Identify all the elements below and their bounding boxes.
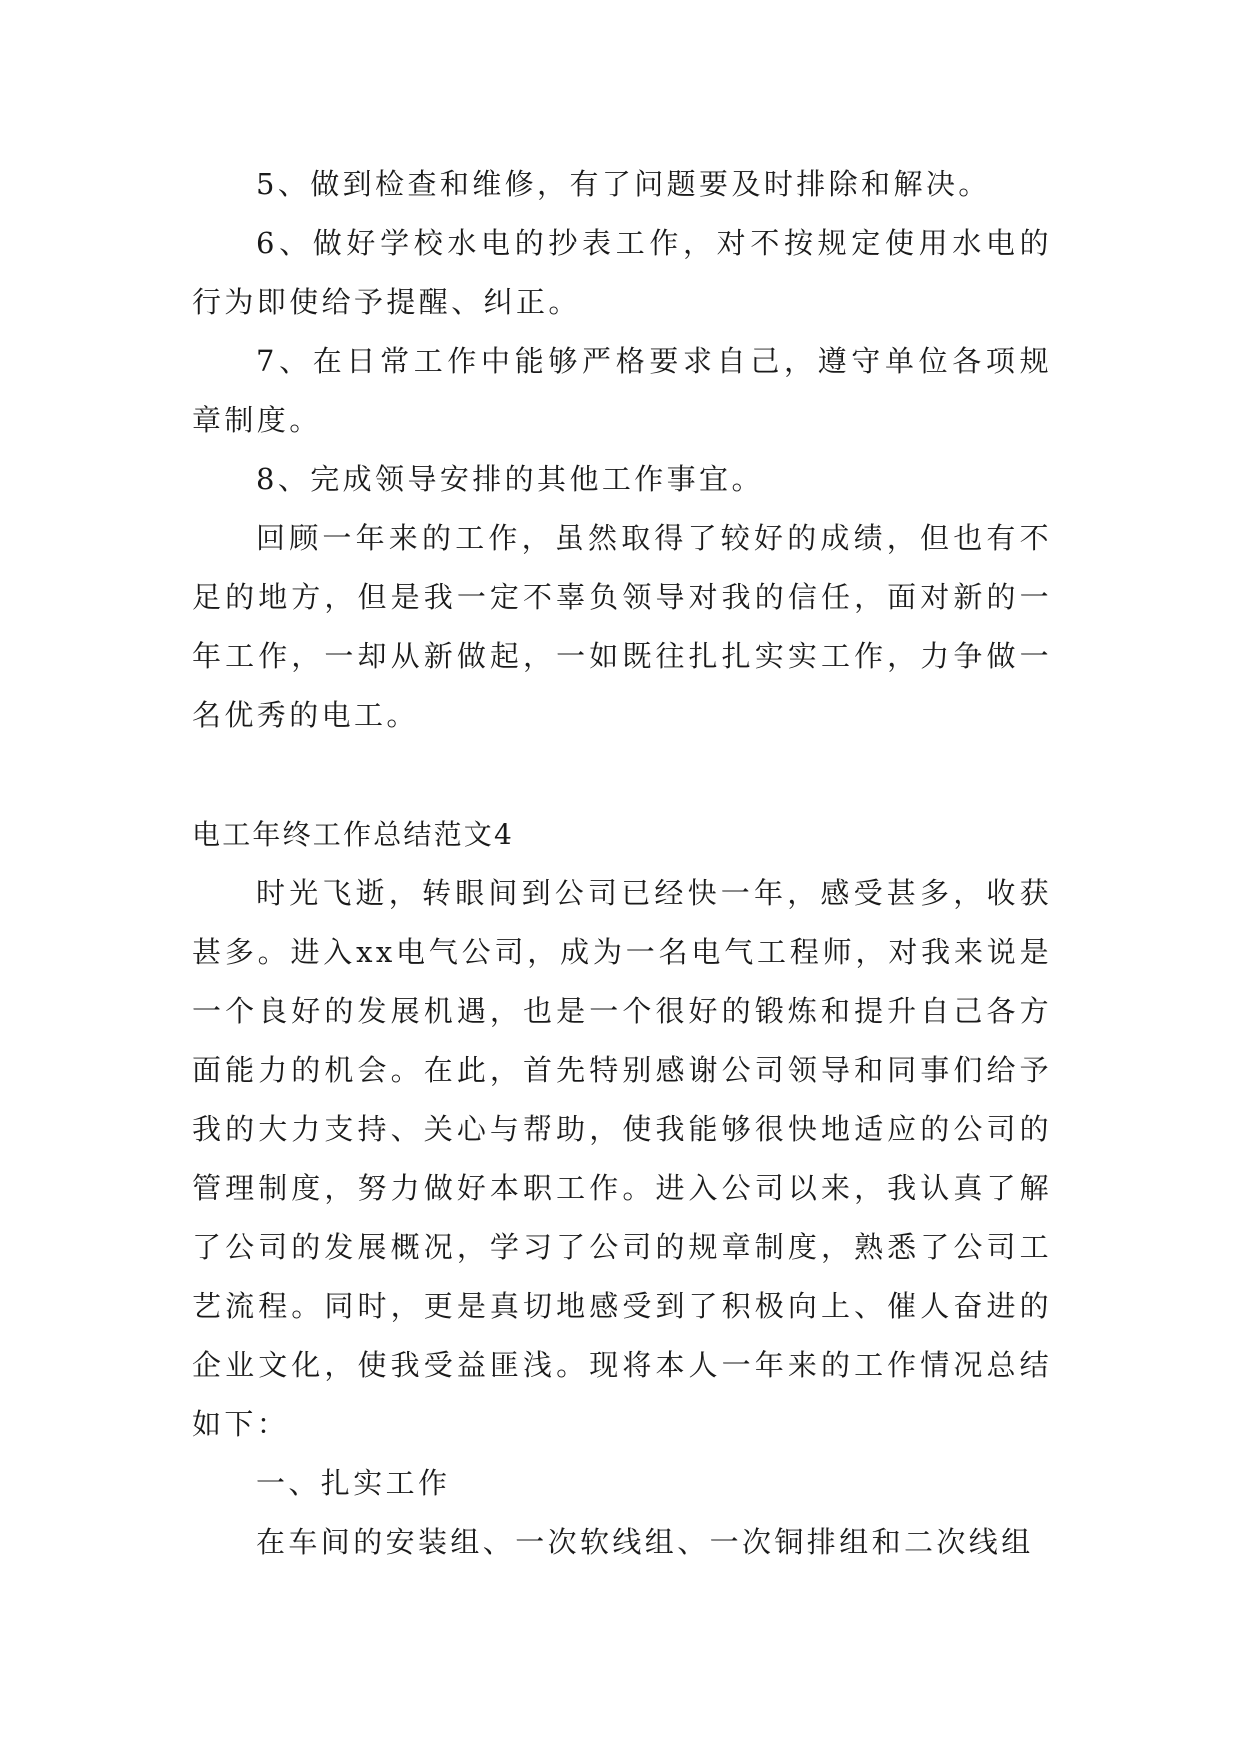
section-heading: 电工年终工作总结范文4 — [192, 818, 515, 851]
paragraph-item-8: 8、完成领导安排的其他工作事宜。 — [256, 462, 764, 496]
subheading-solid-work: 一、扎实工作 — [256, 1466, 451, 1500]
document-body — [192, 155, 1052, 1572]
paragraph-item-7: 7、在日常工作中能够严格要求自己，遵守单位各项规章制度。 — [192, 344, 1052, 437]
paragraph-item-6: 6、做好学校水电的抄表工作，对不按规定使用水电的行为即使给予提醒、纠正。 — [192, 226, 1052, 319]
paragraph-workshop: 在车间的安装组、一次软线组、一次铜排组和二次线组 — [256, 1525, 1034, 1559]
paragraph-intro: 时光飞逝，转眼间到公司已经快一年，感受甚多，收获甚多。进入xx电气公司，成为一名电气工程师，对我来说是一个良好的发展机遇，也是一个很好的锻炼和提升自己各方面能力的机会。在此，首先特别感谢公司领导和同事们给予我的大力支持、关心与帮助，使我能够很快地适应的公司的管理制度，努力做好本职工作。进入公司以来，我认真了解了公司的发展概况，学习了公司的规章制度，熟悉了公司工艺流程。同时，更是真切地感受到了积极向上、催人奋进的企业文化，使我受益匪浅。现将本人一年来的工作情况总结如下： — [192, 876, 1052, 1441]
paragraph-review: 回顾一年来的工作，虽然取得了较好的成绩，但也有不足的地方，但是我一定不辜负领导对我的信任，面对新的一年工作，一却从新做起，一如既往扎扎实实工作，力争做一名优秀的电工。 — [192, 521, 1052, 732]
paragraph-item-5: 5、做到检查和维修，有了问题要及时排除和解决。 — [256, 167, 991, 201]
